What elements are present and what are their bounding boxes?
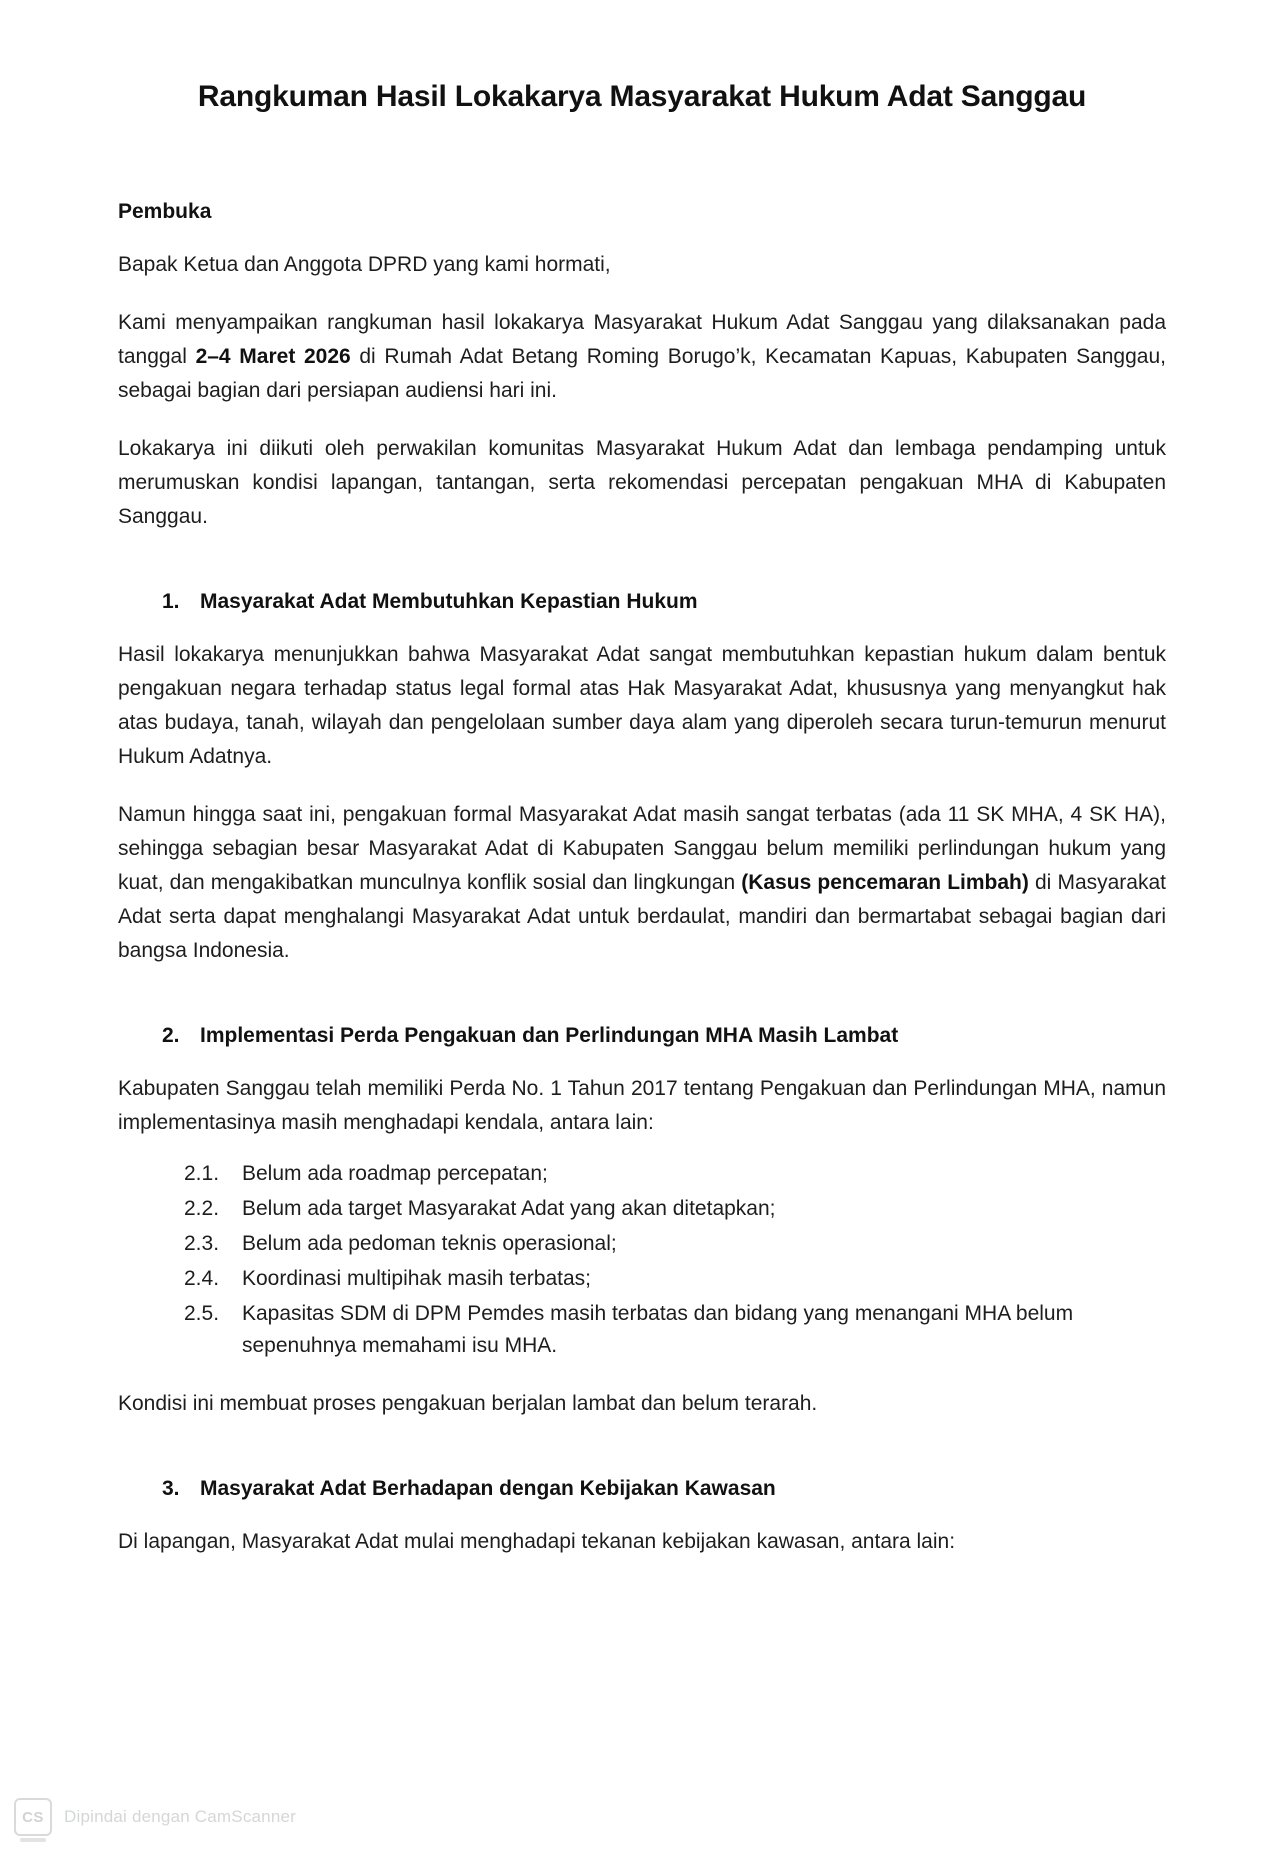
list-item xyxy=(118,1298,1166,1362)
section-heading-2 xyxy=(118,968,1166,1048)
page-title: Rangkuman Hasil Lokakarya Masyarakat Hukum Adat Sanggau xyxy=(197,80,1087,113)
section-title-1: Masyarakat Adat Membutuhkan Kepastian Hukum xyxy=(200,590,698,614)
pollution-case-emphasis: (Kasus pencemaran Limbah) xyxy=(741,871,1029,895)
list-item-text: Belum ada target Masyarakat Adat yang akan ditetapkan; xyxy=(242,1197,776,1221)
section-2-sublist xyxy=(118,1140,1166,1361)
document-content xyxy=(118,0,1166,1559)
workshop-date: 2–4 Maret 2026 xyxy=(195,345,351,369)
section-title-3: Masyarakat Adat Berhadapan dengan Kebijakan Kawasan xyxy=(200,1476,776,1500)
section-1-paragraph-2 xyxy=(118,774,1166,968)
camscanner-logo-icon: CS xyxy=(14,1798,52,1836)
list-item-marker: 2.2. xyxy=(184,1197,220,1221)
list-item xyxy=(118,1158,1166,1190)
list-item-marker: 2.4. xyxy=(184,1267,220,1290)
list-item-marker: 2.5. xyxy=(184,1301,220,1325)
intro-text-part-2: di Rumah Adat Betang Roming Borugo’k, Kecamatan Kapuas, Kabupaten Sanggau, sebagai bagian dari persiapan audiensi hari ini. xyxy=(118,345,1166,403)
list-item-text: Belum ada pedoman teknis operasional; xyxy=(242,1232,617,1256)
list-item-marker: 2.1. xyxy=(184,1162,220,1186)
section-number-1: 1. xyxy=(162,590,180,614)
intro-text-part-1: Kami menyampaikan rangkuman hasil lokakarya Masyarakat Hukum Adat Sanggau yang dilaksanakan pada tanggal xyxy=(118,311,1166,369)
section-number-3: 3. xyxy=(162,1476,180,1500)
section-heading-1 xyxy=(118,534,1166,614)
list-item xyxy=(118,1228,1166,1260)
list-item-marker: 2.3. xyxy=(184,1232,220,1256)
preamble-heading: Pembuka xyxy=(118,200,212,223)
list-item xyxy=(118,1193,1166,1225)
section-title-2: Implementasi Perda Pengakuan dan Perlindungan MHA Masih Lambat xyxy=(200,1024,899,1048)
section-1-paragraph-1: Hasil lokakarya menunjukkan bahwa Masyarakat Adat sangat membutuhkan kepastian hukum dalam bentuk pengakuan negara terhadap status legal formal atas Hak Masyarakat Adat, khususnya yang menyangkut hak atas budaya, tanah, wilayah dan pengelolaan sumber daya alam yang diperoleh secara turun-temurun menurut Hukum Adatnya. xyxy=(118,643,1166,769)
intro-paragraph-2: Lokakarya ini diikuti oleh perwakilan komunitas Masyarakat Hukum Adat dan lembaga pendamping untuk merumuskan kondisi lapangan, tantangan, serta rekomendasi percepatan pengakuan MHA di Kabupaten Sanggau. xyxy=(118,437,1166,529)
salutation-paragraph: Bapak Ketua dan Anggota DPRD yang kami hormati, xyxy=(118,253,611,276)
section-1-p2-part-2: di Masyarakat Adat serta dapat menghalangi Masyarakat Adat untuk berdaulat, mandiri dan bermartabat sebagai bagian dari bangsa Indonesia. xyxy=(118,871,1166,963)
section-number-2: 2. xyxy=(162,1024,180,1048)
section-2-paragraph-2: Kondisi ini membuat proses pengakuan berjalan lambat dan belum terarah. xyxy=(118,1391,818,1415)
list-item-text: Belum ada roadmap percepatan; xyxy=(242,1162,548,1186)
list-item xyxy=(118,1263,1166,1295)
camscanner-watermark-text: Dipindai dengan CamScanner xyxy=(64,1807,297,1826)
section-1-p2-part-1: Namun hingga saat ini, pengakuan formal Masyarakat Adat masih sangat terbatas (ada 11 SK MHA, 4 SK HA), sehingga sebagian besar Masyarakat Adat di Kabupaten Sanggau belum memiliki perlindungan hukum yang kuat, dan mengakibatkan munculnya konflik sosial dan lingkungan xyxy=(118,803,1166,895)
list-item-text: Koordinasi multipihak masih terbatas; xyxy=(242,1267,592,1290)
section-2-paragraph-1: Kabupaten Sanggau telah memiliki Perda No. 1 Tahun 2017 tentang Pengakuan dan Perlindungan MHA, namun implementasinya masih menghadapi kendala, antara lain: xyxy=(118,1077,1166,1135)
intro-paragraph-1 xyxy=(118,282,1166,408)
section-heading-3 xyxy=(118,1421,1166,1501)
camscanner-watermark xyxy=(14,1798,296,1836)
section-3-paragraph-1: Di lapangan, Masyarakat Adat mulai menghadapi tekanan kebijakan kawasan, antara lain: xyxy=(118,1529,956,1553)
list-item-text: Kapasitas SDM di DPM Pemdes masih terbatas dan bidang yang menangani MHA belum sepenuhnya memahami isu MHA. xyxy=(242,1301,1074,1357)
